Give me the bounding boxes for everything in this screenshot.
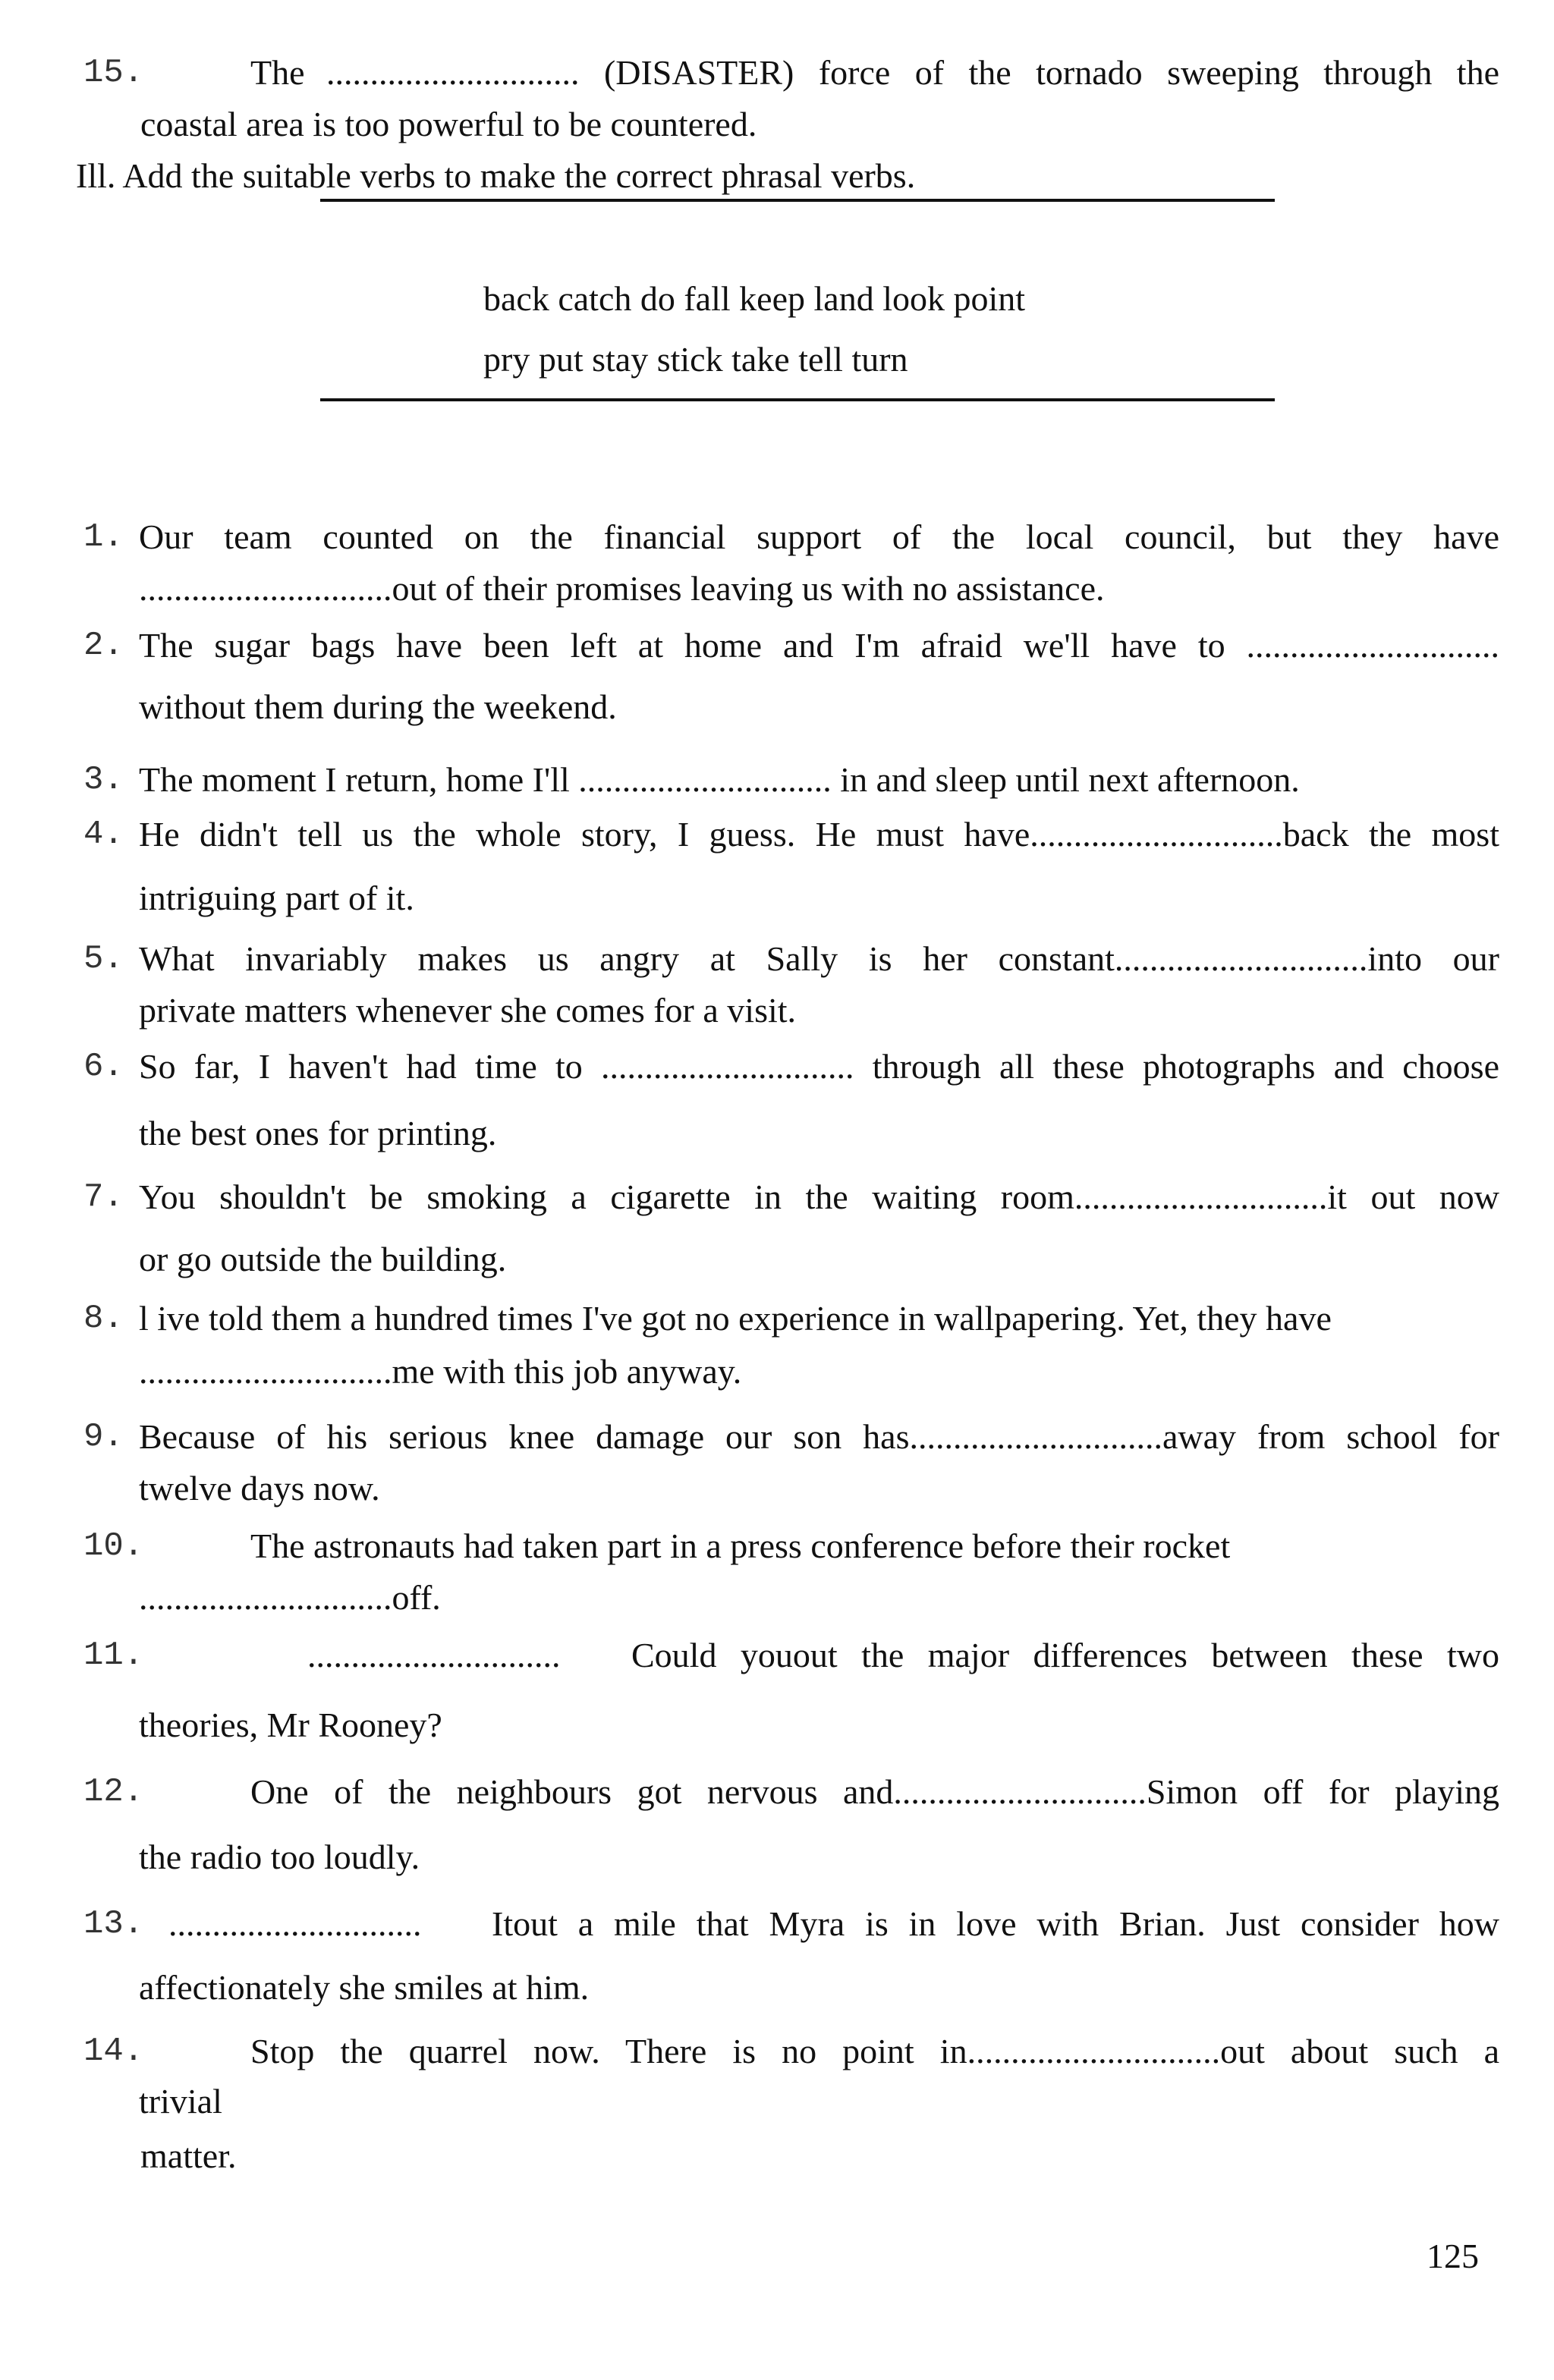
section-heading: Ill. Add the suitable verbs to make the correct phrasal verbs. <box>76 156 916 195</box>
item-text: One of the neighbours got nervous and.............................Simon off for playing <box>250 1772 1499 1811</box>
item-text: What invariably makes us angry at Sally is her constant.............................into our <box>139 939 1499 978</box>
item-number: 2. <box>83 627 124 665</box>
item-text: He didn't tell us the whole story, I guess. He must have.............................back the most <box>139 815 1499 854</box>
page-number: 125 <box>1427 2237 1479 2275</box>
item-text: The moment I return, home I'll ............................. in and sleep until next afternoon. <box>139 760 1300 799</box>
item-text: intriguing part of it. <box>139 879 414 917</box>
item-text: the best ones for printing. <box>139 1114 497 1152</box>
item-text: l ive told them a hundred times I've got no experience in wallpapering. Yet, they have <box>139 1299 1332 1338</box>
item-text: .............................off. <box>139 1578 441 1617</box>
item-number: 8. <box>83 1300 124 1338</box>
item-number: 1. <box>83 518 124 556</box>
item-number: 7. <box>83 1178 124 1216</box>
item-text: Could youout the major differences between these two <box>631 1636 1499 1674</box>
item-text: the radio too loudly. <box>139 1838 420 1876</box>
item-text: Stop the quarrel now. There is no point in.............................out about such a <box>250 2032 1499 2070</box>
item-number: 11. <box>83 1636 144 1674</box>
word-box-line: back catch do fall keep land look point <box>483 279 1026 318</box>
item-text: So far, I haven't had time to ............................. through all these photographs and choose <box>139 1047 1499 1086</box>
item-text: twelve days now. <box>139 1469 380 1508</box>
item-number: 15. <box>83 54 144 92</box>
item-number: 4. <box>83 816 124 854</box>
word-box-line: pry put stay stick take tell turn <box>483 340 908 379</box>
item-text: trivial <box>139 2082 222 2121</box>
item-text: affectionately she smiles at him. <box>139 1968 590 2007</box>
item-text: private matters whenever she comes for a visit. <box>139 991 797 1030</box>
item-text: The sugar bags have been left at home and I'm afraid we'll have to ............................. <box>139 626 1499 665</box>
item-text: You shouldn't be smoking a cigarette in the waiting room.............................it out now <box>139 1177 1499 1216</box>
item-number: 13. <box>83 1905 144 1943</box>
word-box-bottom-rule <box>320 398 1275 401</box>
word-box-top-rule <box>320 199 1275 202</box>
item-number: 9. <box>83 1418 124 1456</box>
item-number: 6. <box>83 1048 124 1086</box>
item-text: theories, Mr Rooney? <box>139 1706 442 1744</box>
item-text: Because of his serious knee damage our son has.............................away from school for <box>139 1417 1499 1456</box>
item-text: without them during the weekend. <box>139 687 617 726</box>
item-number: 14. <box>83 2033 144 2070</box>
item-number: 10. <box>83 1527 144 1565</box>
item-text: ............................. (DISASTER) force of the tornado sweeping through the <box>326 53 1499 92</box>
item-text: The astronauts had taken part in a press conference before their rocket <box>250 1526 1231 1565</box>
item-text: .............................out of their promises leaving us with no assistance. <box>139 569 1105 608</box>
item-number: 12. <box>83 1773 144 1811</box>
item-text: The <box>250 53 305 92</box>
item-text: Our team counted on the financial support of the local council, but they have <box>139 517 1499 556</box>
item-text: Itout a mile that Myra is in love with Brian. Just consider how <box>492 1904 1499 1943</box>
item-text: coastal area is too powerful to be countered. <box>140 105 757 143</box>
item-number: 5. <box>83 940 124 978</box>
item-number: 3. <box>83 761 124 799</box>
item-text: ............................. <box>168 1904 422 1943</box>
item-text: matter. <box>140 2136 237 2175</box>
item-text: ............................. <box>307 1636 561 1674</box>
item-text: or go outside the building. <box>139 1240 507 1278</box>
item-text: .............................me with this job anyway. <box>139 1352 742 1391</box>
